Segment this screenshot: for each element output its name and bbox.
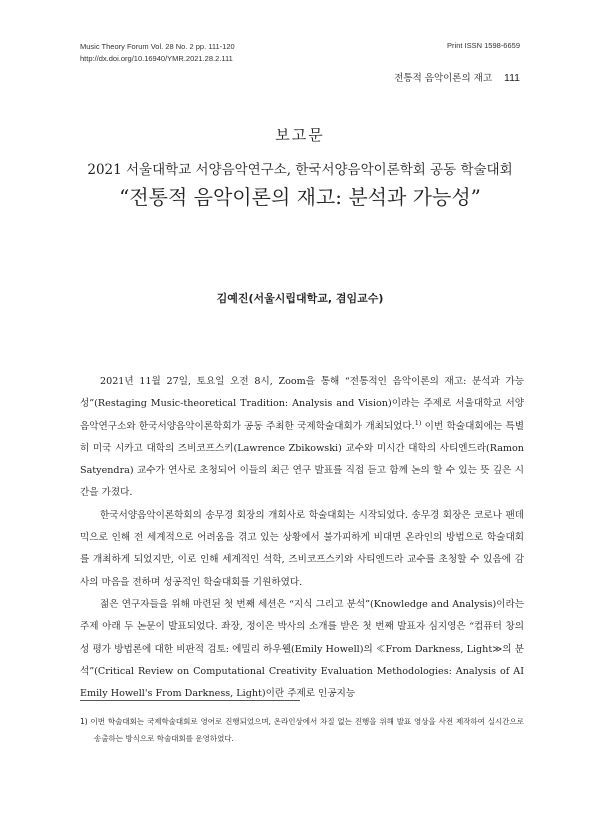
paragraph-1-continued: 이번 학술대회에는 특별히 미국 시카고 대학의 즈비코프스키(Lawrence Zbikowski) 교수와 미시간 대학의 사티엔드라(Ramon Satyendra) 교수가 연사로 초청되어 이들의 최근 연구 발표를 직접 듣고 함께 논의 할 수 있는 뜻 깊은 시간을 가졌다. <box>80 420 524 499</box>
event-subtitle: 2021 서울대학교 서양음악연구소, 한국서양음악이론학회 공동 학술대회 <box>87 162 513 178</box>
paragraph-2: 한국서양음악이론학회의 송무경 회장의 개회사로 학술대회는 시작되었다. 송무경 회장은 코로나 팬데믹으로 인해 전 세계적으로 어려움을 겪고 있는 상황에서 불가피하게 비대면 온라인의 방법으로 학술대회를 개최하게 되었지만, 이로 인해 세계적인 석학, 즈비코프스키와 사티엔드라 교수를 초청할 수 있음에 감사의 마음을 전하며 성공적인 학술대회를 기원하였다. <box>80 509 524 588</box>
document-type: 보고문 <box>275 126 325 144</box>
issn-label: Print ISSN 1598-6659 <box>447 41 520 50</box>
page-number: 111 <box>504 72 520 84</box>
journal-doi: http://dx.doi.org/10.16940/YMR.2021.28.2.111 <box>80 53 233 63</box>
running-title: 전통적 음악이론의 재고 <box>394 73 493 84</box>
author-line: 김예진(서울시립대학교, 겸임교수) <box>216 292 384 305</box>
running-header <box>394 70 520 84</box>
journal-citation: Music Theory Forum Vol. 28 No. 2 pp. 111-120 <box>80 42 235 51</box>
main-title: “전통적 음악이론의 재고: 분석과 가능성” <box>119 185 481 209</box>
footnote: 1) 이번 학술대회는 국제학술대회로 영어로 진행되었으며, 온라인상에서 차질 없는 진행을 위해 발표 영상을 사전 제작하여 실시간으로 송출하는 방식으로 학술대회를 운영하였다. <box>80 717 524 743</box>
body-text <box>80 371 524 705</box>
paragraph-3: 젊은 연구자들을 위해 마련된 첫 번째 세션은 “지식 그리고 분석”(Knowledge and Analysis)이라는 주제 아래 두 논문이 발표되었다. 좌장, 정이은 박사의 소개를 받은 첫 번째 발표자 심지영은 “컴퓨터 창의성 평가 방법론에 대한 비판적 검토: 에밀리 하우웰(Emily Howell)의 ≪From Darkness, Light≫의 분석”(Critical Review on Computational Creativity Evaluation Methodologies: Analysis of AI Emily Howell's From Darkness, Light)이란 주제로 인공지능 <box>80 598 524 700</box>
footnote-reference[interactable]: 1) <box>414 418 422 427</box>
paragraph-1 <box>80 371 524 505</box>
footnote-divider <box>80 700 300 701</box>
journal-info <box>80 41 235 64</box>
paragraph-1-text: 2021년 11월 27일, 토요일 오전 8시, Zoom을 통해 “전통적인 음악이론의 재고: 분석과 가능성”(Restaging Music-theoretical Tradition: Analysis and Vision)이라는 주제로 서울대학교 서양음악연구소와 한국서양음악이론학회가 공동 주최한 국제학술대회가 개최되었다. <box>80 376 524 432</box>
